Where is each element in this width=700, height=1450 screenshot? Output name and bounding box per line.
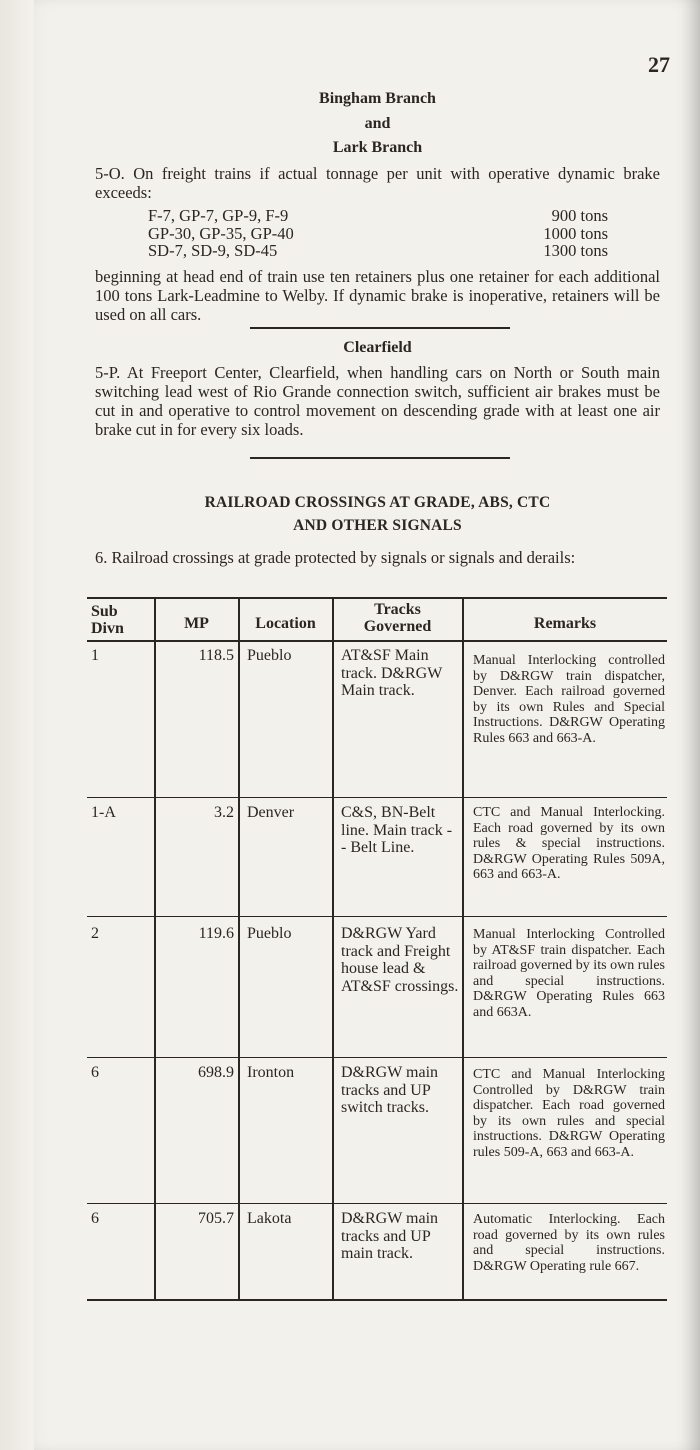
header-tracks-line2: Governed: [363, 618, 432, 635]
tonnage-row: [148, 207, 608, 225]
cell-tracks: D&RGW Yard track and Freight house lead & AT&SF crossings.: [341, 925, 459, 995]
page-number: 27: [648, 52, 670, 77]
header-mp: MP: [184, 615, 209, 632]
rule-5p-text: 5-P. At Freeport Center, Clearfield, when handling cars on North or South main switching lead west of Rio Grande connection switch, sufficient air brakes must be cut in and operative to control movement on descending grade with at least one air brake cut in for every six loads.: [95, 363, 660, 439]
header-subdivn-line2: Divn: [91, 620, 124, 637]
section-title-and: and: [364, 115, 391, 132]
cell-subdivn: 2: [91, 925, 99, 942]
cell-subdivn: 6: [91, 1210, 99, 1227]
table-row-rule: [87, 916, 667, 917]
cell-remarks: CTC and Manual Interlocking. Each road governed by its own rules & special instructions. D&RGW Operating Rules 509A, 663 and 663-A.: [473, 805, 665, 882]
rule-5o-outro: beginning at head end of train use ten retainers plus one retainer for each additional 100 tons Lark-Leadmine to Welby. If dynamic brake is inoperative, retainers will be used on all cars.: [95, 267, 660, 324]
cell-mp: 705.7: [198, 1210, 234, 1227]
table-col-rule: [462, 597, 464, 1299]
tonnage-row: [148, 225, 608, 243]
header-tracks: [333, 601, 462, 635]
table-row-rule: [87, 1203, 667, 1204]
cell-mp: 118.5: [198, 647, 234, 664]
section-title-lark: Lark Branch: [332, 139, 423, 156]
cell-mp: 119.6: [198, 925, 234, 942]
cell-tracks: D&RGW main tracks and UP main track.: [341, 1210, 439, 1262]
tonnage-row: [148, 242, 608, 260]
header-location: Location: [255, 615, 316, 632]
table-row-rule: [87, 797, 667, 798]
cell-remarks: CTC and Manual Interlocking Controlled by D&RGW train dispatcher. Each road governed by its own rules and special instructions. D&RGW Operating rules 509-A, 663 and 663-A.: [473, 1067, 665, 1160]
cell-remarks: Manual Interlocking Controlled by AT&SF train dispatcher. Each railroad governed by its own rules and special instructions. D&RGW Operating Rules 663 and 663A.: [473, 927, 665, 1020]
cell-subdivn: 1: [91, 647, 99, 664]
cell-remarks: Manual Interlocking controlled by D&RGW train dispatcher, Denver. Each railroad governed by its own Rules and Special Instructions. D&RGW Operating Rules 663 and 663-A.: [473, 653, 665, 746]
tonnage-units: F-7, GP-7, GP-9, F-9: [148, 206, 289, 225]
header-subdivn: [91, 603, 124, 637]
table-col-rule: [154, 597, 156, 1299]
tonnage-tons: 900 tons: [551, 206, 608, 225]
rule-6-text: 6. Railroad crossings at grade protected by signals or signals and derails:: [95, 548, 576, 567]
crossings-table: [87, 597, 667, 1302]
cell-mp: 3.2: [214, 804, 234, 821]
page-spine: [0, 0, 34, 1450]
cell-tracks: AT&SF Main track. D&RGW Main track.: [341, 647, 443, 699]
cell-location: Ironton: [247, 1064, 295, 1081]
header-remarks: Remarks: [533, 615, 597, 632]
table-col-rule: [238, 597, 240, 1299]
section-title-clearfield: Clearfield: [343, 339, 412, 356]
table-row-rule: [87, 1057, 667, 1058]
cell-mp: 698.9: [198, 1064, 234, 1081]
table-top-rule: [87, 597, 667, 599]
section-title-signals: AND OTHER SIGNALS: [293, 517, 462, 534]
header-tracks-line1: Tracks: [374, 601, 421, 618]
section-title-bingham: Bingham Branch: [319, 90, 436, 107]
divider: [250, 457, 510, 459]
table-col-rule: [332, 597, 334, 1299]
cell-location: Pueblo: [247, 925, 292, 942]
section-title-crossings: RAILROAD CROSSINGS AT GRADE, ABS, CTC: [204, 494, 551, 511]
tonnage-units: SD-7, SD-9, SD-45: [148, 241, 278, 260]
cell-subdivn: 6: [91, 1064, 99, 1081]
divider: [250, 327, 510, 329]
tonnage-tons: 1000 tons: [543, 223, 608, 243]
rule-5o-intro: 5-O. On freight trains if actual tonnage per unit with operative dynamic brake exceeds:: [95, 164, 660, 202]
cell-remarks: Automatic Interlocking. Each road governed by its own rules and special instructions. D&RGW Operating rule 667.: [473, 1212, 665, 1274]
cell-location: Lakota: [247, 1210, 292, 1227]
cell-location: Denver: [247, 804, 295, 821]
tonnage-units: GP-30, GP-35, GP-40: [148, 223, 294, 243]
cell-tracks: D&RGW main tracks and UP switch tracks.: [341, 1064, 439, 1116]
header-subdivn-line1: Sub: [91, 603, 118, 620]
cell-location: Pueblo: [247, 647, 292, 664]
tonnage-tons: 1300 tons: [543, 241, 608, 260]
cell-tracks: C&S, BN-Belt line. Main track -- Belt Line.: [341, 804, 453, 856]
table-bottom-rule: [87, 1299, 667, 1301]
cell-subdivn: 1-A: [91, 804, 116, 821]
tonnage-list: [148, 207, 608, 260]
table-header-rule: [87, 640, 667, 642]
